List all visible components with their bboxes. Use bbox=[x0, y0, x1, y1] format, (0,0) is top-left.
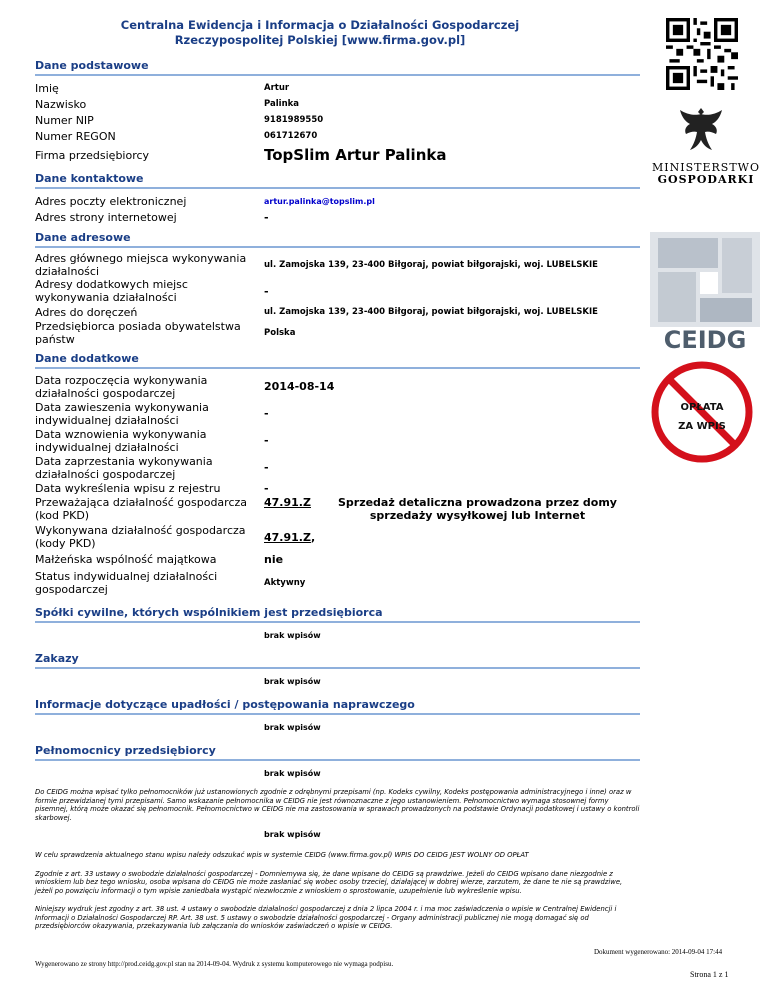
row-status bbox=[35, 568, 640, 598]
label-company: Firma przedsiębiorcy bbox=[35, 148, 150, 162]
value-suspend-date: - bbox=[264, 407, 269, 420]
label-marital: Małżeńska wspólność majątkowa bbox=[35, 553, 217, 566]
section-bans-title: Zakazy bbox=[35, 652, 640, 669]
art38-note: Niniejszy wydruk jest zgodny z art. 38 ust. 4 ustawy o swobodzie działalności gospodarczej z dnia 2 lipca 2004 r. i ma moc zaświadczenia o wpisie w Centralnej Ewidencji i Informacji o Działalności Gospodarczej RP. Art. 38 ust. 5 ustawy o swobodzie działalności gospodarczej - Organy administracji publicznej nie mogą domagać się od przedsiębiorców okazywania, przekazywania lub załączania do wniosków zaświadczeń o wpisie w CEIDG. bbox=[35, 905, 617, 930]
section-contact-title: Dane kontaktowe bbox=[35, 172, 640, 189]
label-first-name: Imię bbox=[35, 81, 59, 95]
label-nip: Numer NIP bbox=[35, 113, 94, 127]
label-email: Adres poczty elektronicznej bbox=[35, 194, 187, 208]
bans-value: brak wpisów bbox=[264, 677, 321, 686]
row-main-pkd bbox=[35, 495, 640, 523]
section-extra-title: Dane dodatkowe bbox=[35, 352, 640, 369]
value-other-pkd bbox=[264, 531, 640, 544]
value-nip: 9181989550 bbox=[264, 115, 324, 125]
row-additional-address bbox=[35, 278, 640, 304]
value-status: Aktywny bbox=[264, 578, 306, 588]
label-status: Status indywidualnej działalności gospodarczej bbox=[35, 570, 218, 596]
row-email bbox=[35, 193, 640, 209]
value-citizenship: Polska bbox=[264, 328, 296, 338]
row-delete-date bbox=[35, 481, 640, 495]
label-start-date: Data rozpoczęcia wykonywania działalności gospodarczej bbox=[35, 373, 208, 400]
basic-rows bbox=[35, 80, 640, 166]
no-fee-text bbox=[647, 398, 757, 436]
label-cease-date: Data zaprzestania wykonywania działalności gospodarczej bbox=[35, 454, 213, 481]
label-citizenship: Przedsiębiorca posiada obywatelstwa państw bbox=[35, 320, 241, 346]
value-cease-date: - bbox=[264, 461, 269, 474]
row-first-name bbox=[35, 80, 640, 96]
row-website bbox=[35, 209, 640, 225]
email-link[interactable]: artur.palinka@topslim.pl bbox=[264, 196, 375, 206]
section-basic-title: Dane podstawowe bbox=[35, 59, 640, 76]
row-resume-date bbox=[35, 427, 640, 454]
value-delete-date: - bbox=[264, 481, 269, 495]
value-resume-date: - bbox=[264, 434, 269, 447]
other-pkd-suffix: , bbox=[310, 530, 316, 544]
label-regon: Numer REGON bbox=[35, 129, 116, 143]
row-main-address bbox=[35, 252, 640, 278]
no-fee-line1: OPŁATA bbox=[680, 402, 724, 413]
verify-note: W celu sprawdzenia aktualnego stanu wpisu należy odszukać wpis w systemie CEIDG (www.firma.gov.pl) WPIS DO CEIDG JEST WOLNY OD OPŁAT bbox=[35, 851, 529, 859]
ministry-logo-line2: GOSPODARKI bbox=[657, 173, 755, 186]
label-last-name: Nazwisko bbox=[35, 97, 87, 111]
no-fee-line2: ZA WPIS bbox=[678, 421, 726, 432]
main-pkd-description: Sprzedaż detaliczna prowadzona przez domy sprzedaży wysyłkowej lub Internet bbox=[337, 496, 617, 522]
label-main-address: Adres głównego miejsca wykonywania działalności bbox=[35, 252, 247, 278]
label-additional-address: Adresy dodatkowych miejsc wykonywania działalności bbox=[35, 278, 188, 304]
section-bankruptcy-title: Informacje dotyczące upadłości / postępowania naprawczego bbox=[35, 698, 640, 715]
row-nip bbox=[35, 112, 640, 128]
extra-rows bbox=[35, 373, 640, 598]
row-suspend-date bbox=[35, 400, 640, 427]
value-marital: nie bbox=[264, 553, 284, 566]
row-last-name bbox=[35, 96, 640, 112]
ceidg-logo-graphic-icon bbox=[650, 232, 760, 327]
label-other-pkd: Wykonywana działalność gospodarcza (kody PKD) bbox=[35, 524, 246, 550]
header-subtitle: Rzeczypospolitej Polskiej [www.firma.gov.pl] bbox=[174, 33, 466, 47]
section-partnerships-title: Spółki cywilne, których wspólnikiem jest przedsiębiorca bbox=[35, 606, 640, 623]
label-delete-date: Data wykreślenia wpisu z rejestru bbox=[35, 481, 221, 495]
row-start-date bbox=[35, 373, 640, 400]
after-note-value: brak wpisów bbox=[264, 830, 321, 839]
value-start-date: 2014-08-14 bbox=[264, 380, 335, 393]
partnerships-value: brak wpisów bbox=[264, 631, 321, 640]
label-suspend-date: Data zawieszenia wykonywania indywidualnej działalności bbox=[35, 400, 209, 427]
value-last-name: Palinka bbox=[264, 99, 300, 109]
value-website: - bbox=[264, 210, 269, 224]
ceidg-logo-text: CEIDG bbox=[663, 326, 747, 354]
art33-note: Zgodnie z art. 33 ustawy o swobodzie działalności gospodarczej - Domniemywa się, że dane wpisane do CEIDG są prawdziwe. Jeżeli do CEIDG wpisano dane niezgodnie z wnioskiem lub bez tego wniosku, osoba wpisana do CEIDG nie może zasłaniać się wobec osoby trzeciej, działającej w dobrej wierze, zarzutem, że dane te nie są prawdziwe, jeżeli po powzięciu informacji o tym wpisie zaniedbała wystąpić niezwłocznie z wnioskiem o sprostowanie, uzupełnienie lub wykreślenie wpisu. bbox=[35, 869, 623, 895]
row-marital bbox=[35, 551, 640, 568]
row-citizenship bbox=[35, 320, 640, 346]
value-additional-address: - bbox=[264, 284, 269, 298]
contact-rows bbox=[35, 193, 640, 225]
row-cease-date bbox=[35, 454, 640, 481]
row-other-pkd bbox=[35, 523, 640, 551]
footer-generated-from: Wygenerowano ze strony http://prod.ceidg.gov.pl stan na 2014-09-04. Wydruk z systemu komputerowego nie wymaga podpisu. bbox=[35, 960, 394, 968]
value-main-address: ul. Zamojska 139, 23-400 Biłgoraj, powiat biłgorajski, woj. LUBELSKIE bbox=[264, 260, 598, 270]
label-main-pkd: Przeważająca działalność gospodarcza (kod PKD) bbox=[35, 496, 248, 522]
label-website: Adres strony internetowej bbox=[35, 210, 177, 224]
row-company bbox=[35, 144, 640, 166]
qr-code-icon bbox=[666, 18, 738, 90]
document-header bbox=[35, 18, 605, 48]
header-title: Centralna Ewidencja i Informacja o Działalności Gospodarczej bbox=[120, 18, 520, 32]
row-regon bbox=[35, 128, 640, 144]
bankruptcy-value: brak wpisów bbox=[264, 723, 321, 732]
section-proxies-title: Pełnomocnicy przedsiębiorcy bbox=[35, 744, 640, 761]
value-delivery-address: ul. Zamojska 139, 23-400 Biłgoraj, powiat biłgorajski, woj. LUBELSKIE bbox=[264, 307, 598, 317]
value-first-name: Artur bbox=[264, 83, 290, 93]
document-body bbox=[35, 53, 640, 931]
address-rows bbox=[35, 252, 640, 346]
label-resume-date: Data wznowienia wykonywania indywidualnej działalności bbox=[35, 427, 207, 454]
footer-generated-doc: Dokument wygenerowano: 2014-09-04 17:44 bbox=[594, 948, 723, 956]
other-pkd-code-link[interactable]: 47.91.Z bbox=[264, 530, 311, 544]
label-delivery-address: Adres do doręczeń bbox=[35, 305, 138, 319]
ministry-logo bbox=[651, 162, 761, 186]
ministry-logo-line1: MINISTERSTWO bbox=[652, 161, 760, 174]
proxies-value: brak wpisów bbox=[264, 769, 321, 778]
section-address-title: Dane adresowe bbox=[35, 231, 640, 248]
value-regon: 061712670 bbox=[264, 131, 318, 141]
value-company: TopSlim Artur Palinka bbox=[264, 146, 447, 164]
value-main-pkd bbox=[264, 496, 640, 522]
proxy-note: Do CEIDG można wpisać tylko pełnomocników już ustanowionych zgodnie z odrębnymi przepisami (np. Kodeks cywilny, Kodeks postępowania administracyjnego i inne) oraz w formie przewidzianej tymi przepisami. Samo wskazanie pełnomocnika w CEIDG nie jest równoznaczne z jego ustanowieniem. Pełnomocnictwo wymaga stosownej formy pisemnej, którą może okazać się pełnomocnik. Pełnomocnictwo w CEIDG nie ma zastosowania w sprawach prowadzonych na podstawie Ordynacji podatkowej i ustawy o kontroli skarbowej. bbox=[35, 788, 640, 822]
page-number: Strona 1 z 1 bbox=[690, 970, 729, 979]
row-delivery-address bbox=[35, 304, 640, 320]
eagle-emblem-icon bbox=[676, 104, 726, 156]
main-pkd-code-link[interactable]: 47.91.Z bbox=[264, 496, 311, 509]
